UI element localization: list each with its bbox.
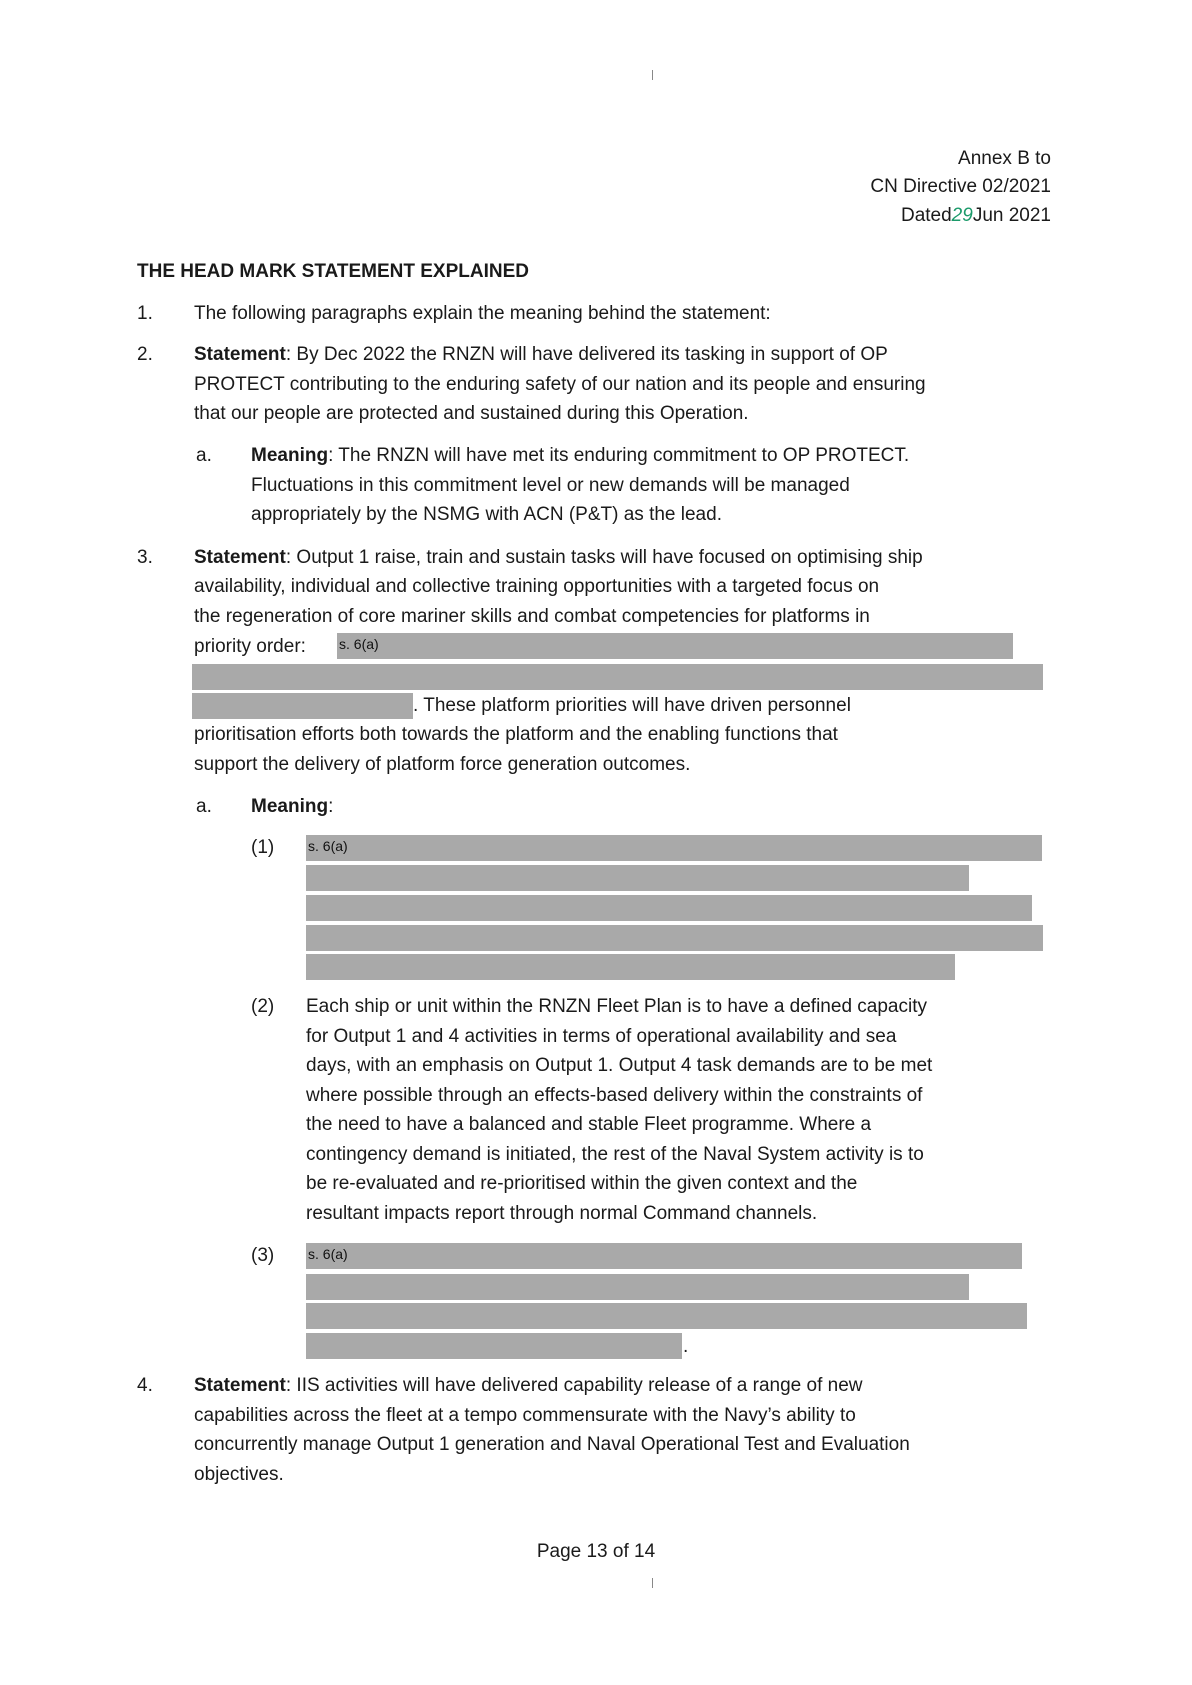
handwritten-day: 29 (951, 205, 973, 226)
para-text: the need to have a balanced and stable Fleet programme. Where a (306, 1114, 872, 1135)
redaction-tag: s. 6(a) (308, 1246, 348, 1262)
redaction-bar (306, 1243, 1022, 1269)
para-text: priority order: (194, 636, 306, 657)
redaction-bar (306, 954, 955, 980)
statement-label: Statement (194, 1375, 286, 1396)
meaning-label: Meaning (251, 796, 329, 817)
para-text: capabilities across the fleet at a tempo commensurate with the Navy’s ability to (194, 1405, 856, 1426)
para-text (194, 1374, 863, 1398)
sub-letter: a. (196, 445, 212, 466)
text: : The RNZN will have met its enduring commitment to OP PROTECT. (328, 445, 910, 466)
para-text: appropriately by the NSMG with ACN (P&T) as the lead. (251, 504, 722, 525)
dated-label (901, 204, 1051, 228)
para-text: availability, individual and collective training opportunities with a targeted focus on (194, 576, 880, 597)
para-text (251, 795, 333, 819)
para-text (251, 444, 909, 468)
annex-label: Annex B to (958, 148, 1051, 169)
para-text: for Output 1 and 4 activities in terms of operational availability and sea (306, 1026, 897, 1047)
scan-mark (652, 70, 653, 80)
para-text: Fluctuations in this commitment level or new demands will be managed (251, 475, 850, 496)
para-number: 3. (137, 547, 153, 568)
redaction-tag: s. 6(a) (339, 636, 379, 652)
para-text: concurrently manage Output 1 generation and Naval Operational Test and Evaluation (194, 1434, 910, 1455)
sub-number: (2) (251, 996, 275, 1017)
directive-label: CN Directive 02/2021 (870, 176, 1051, 197)
text: : By Dec 2022 the RNZN will have delivered its tasking in support of OP (285, 344, 888, 365)
para-text: . (683, 1336, 689, 1357)
statement-label: Statement (194, 344, 286, 365)
para-text: be re-evaluated and re-prioritised within the given context and the (306, 1173, 858, 1194)
para-text: objectives. (194, 1464, 284, 1485)
redaction-bar (306, 1333, 682, 1359)
sub-number: (1) (251, 837, 275, 858)
para-text: The following paragraphs explain the meaning behind the statement: (194, 303, 771, 324)
redaction-bar (192, 693, 413, 719)
para-text: Each ship or unit within the RNZN Fleet Plan is to have a defined capacity (306, 996, 927, 1017)
redaction-bar (306, 925, 1043, 951)
meaning-label: Meaning (251, 445, 329, 466)
para-text: PROTECT contributing to the enduring safety of our nation and its people and ensuring (194, 374, 926, 395)
redaction-bar (306, 865, 969, 891)
page-number: Page 13 of 14 (536, 1541, 656, 1562)
dated-prefix: Dated (900, 205, 952, 226)
para-text (194, 343, 888, 367)
para-text: the regeneration of core mariner skills and combat competencies for platforms in (194, 606, 870, 627)
para-text: support the delivery of platform force generation outcomes. (194, 754, 691, 775)
redaction-bar (306, 835, 1042, 861)
text: : IIS activities will have delivered capability release of a range of new (285, 1375, 863, 1396)
para-text: that our people are protected and sustained during this Operation. (194, 403, 749, 424)
redaction-tag: s. 6(a) (308, 838, 348, 854)
para-text: . These platform priorities will have driven personnel (413, 695, 851, 716)
para-text (194, 546, 923, 570)
statement-label: Statement (194, 547, 286, 568)
redaction-bar (192, 664, 1043, 690)
sub-letter: a. (196, 796, 212, 817)
para-text: contingency demand is initiated, the rest of the Naval System activity is to (306, 1144, 924, 1165)
page-title: THE HEAD MARK STATEMENT EXPLAINED (137, 261, 529, 282)
para-number: 2. (137, 344, 153, 365)
dated-suffix: Jun 2021 (972, 205, 1051, 226)
para-number: 4. (137, 1375, 153, 1396)
para-text: where possible through an effects-based delivery within the constraints of (306, 1085, 923, 1106)
para-text: resultant impacts report through normal Command channels. (306, 1203, 818, 1224)
text: : (328, 796, 334, 817)
scan-mark (652, 1578, 653, 1588)
redaction-bar (337, 633, 1013, 659)
redaction-bar (306, 1303, 1027, 1329)
redaction-bar (306, 895, 1032, 921)
text: : Output 1 raise, train and sustain tasks will have focused on optimising ship (285, 547, 923, 568)
redaction-bar (306, 1274, 969, 1300)
sub-number: (3) (251, 1245, 275, 1266)
para-number: 1. (137, 303, 153, 324)
para-text: prioritisation efforts both towards the platform and the enabling functions that (194, 724, 838, 745)
para-text: days, with an emphasis on Output 1. Output 4 task demands are to be met (306, 1055, 933, 1076)
